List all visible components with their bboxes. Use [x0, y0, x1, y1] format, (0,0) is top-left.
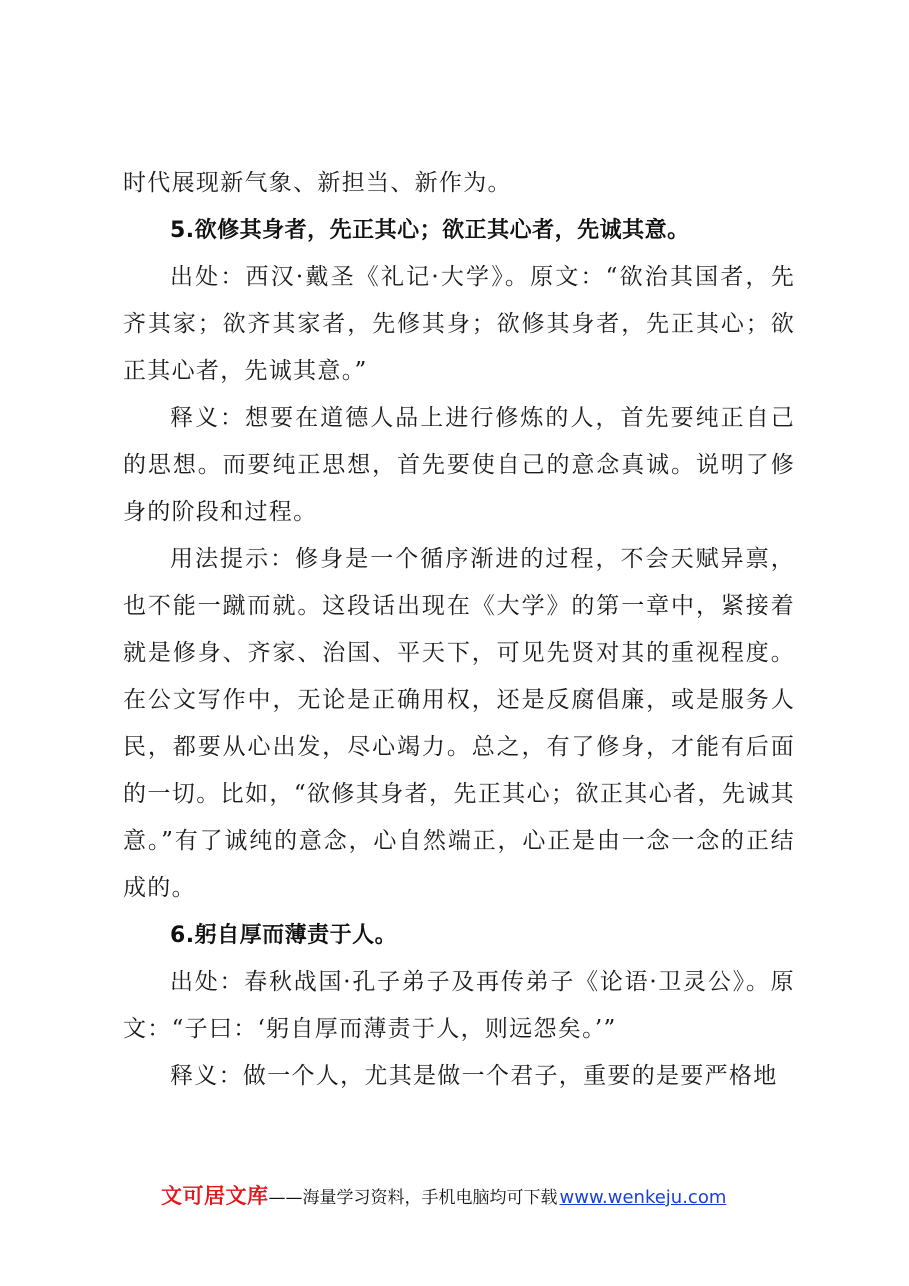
paragraph-source-5: 出处：西汉·戴圣《礼记·大学》。原文：“欲治其国者，先齐其家；欲齐其家者，先修其身；欲修其身者，先正其心；欲正其心者，先诚其意。”: [123, 264, 795, 384]
footer-brand: 文可居文库: [161, 1184, 269, 1208]
paragraph-meaning-5: 释义：想要在道德人品上进行修炼的人，首先要纯正自己的思想。而要纯正思想，首先要使自己的意念真诚。说明了修身的阶段和过程。: [123, 405, 795, 525]
footer-url-link[interactable]: www.wenkeju.com: [559, 1187, 727, 1208]
paragraph-source-6: 出处：春秋战国·孔子弟子及再传弟子《论语·卫灵公》。原文：“子曰：‘躬自厚而薄责于人，则远怨矣。’”: [123, 969, 795, 1042]
paragraph-usage-5: 用法提示：修身是一个循序渐进的过程，不会天赋异禀，也不能一蹴而就。这段话出现在《大学》的第一章中，紧接着就是修身、齐家、治国、平天下，可见先贤对其的重视程度。在公文写作中，无论是正确用权，还是反腐倡廉，或是服务人民，都要从心出发，尽心竭力。总之，有了修身，才能有后面的一切。比如，“欲修其身者，先正其心；欲正其心者，先诚其意。”有了诚纯的意念，心自然端正，心正是由一念一念的正结成的。: [123, 546, 795, 901]
paragraph-meaning-6: 释义：做一个人，尤其是做一个君子，重要的是要严格地: [170, 1063, 778, 1089]
section-heading-5: 5.欲修其身者，先正其心；欲正其心者，先诚其意。: [170, 218, 690, 243]
paragraph-continuation: 时代展现新气象、新担当、新作为。: [123, 170, 512, 196]
document-body: [123, 160, 795, 1100]
section-heading-6: 6.躬自厚而薄责于人。: [170, 923, 398, 948]
footer-banner: [161, 1180, 781, 1214]
footer-slogan: ——海量学习资料，手机电脑均可下载: [268, 1188, 558, 1208]
